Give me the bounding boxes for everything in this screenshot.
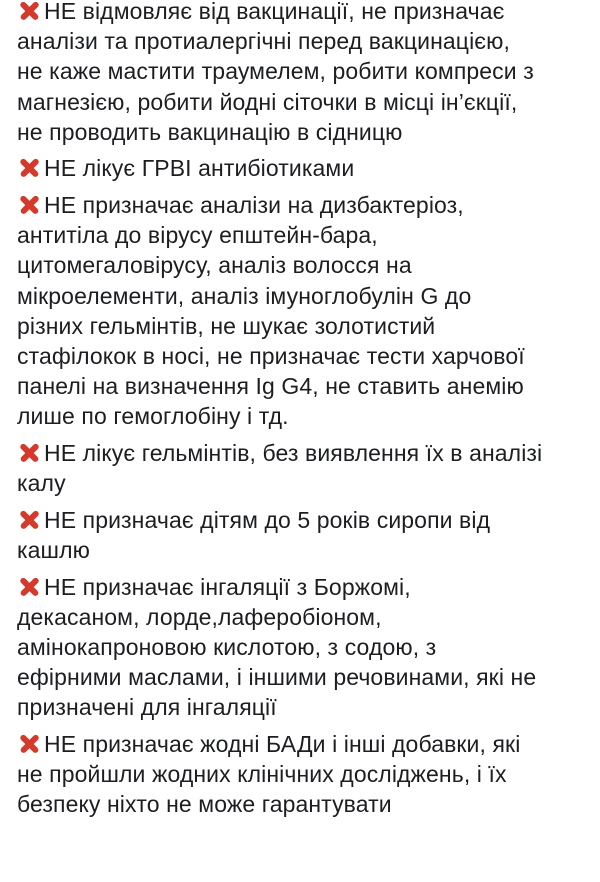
item-line: НЕ призначає дітям до 5 років сиропи від (44, 506, 491, 533)
item-line: не каже мастити траумелем, робити компреси з (17, 58, 534, 85)
cross-mark-icon (17, 575, 42, 598)
cross-mark-icon (17, 732, 42, 755)
item-line: ефірними маслами, і іншими речовинами, які не (17, 664, 537, 691)
cross-mark-icon (17, 441, 42, 464)
item-line: НЕ лікує ГРВІ антибіотиками (44, 155, 355, 182)
list-item (17, 190, 591, 432)
item-line: кашлю (17, 537, 90, 564)
list-item (17, 505, 591, 565)
item-line: НЕ лікує гельмінтів, без виявлення їх в аналізі (44, 440, 543, 467)
item-line: калу (17, 470, 66, 497)
item-line: НЕ призначає жодні БАДи і інші добавки, які (44, 731, 521, 758)
item-line: декасаном, лорде,лаферобіоном, (17, 603, 382, 630)
item-line: стафілокок в носі, не призначає тести харчової (17, 343, 525, 370)
cross-mark-icon (17, 156, 42, 179)
post-body (17, 0, 591, 826)
item-line: не пройшли жодних клінічних досліджень, і їх (17, 761, 507, 788)
item-line: НЕ відмовляє від вакцинації, не призначає (44, 0, 505, 24)
item-line: амінокапроновою кислотою, з содою, з (17, 634, 437, 661)
item-line: аналізи та протиалергічні перед вакцинацією, (17, 28, 510, 55)
list-item (17, 438, 591, 498)
list-item (17, 0, 591, 147)
item-line: магнезією, робити йодні сіточки в місці ін’єкції, (17, 88, 518, 115)
item-line: панелі на визначення Ig G4, не ставить анемію (17, 373, 524, 400)
list-item (17, 153, 591, 183)
item-line: лише по гемоглобіну і тд. (17, 403, 289, 430)
item-line: НЕ призначає інгаляції з Боржомі, (44, 573, 411, 600)
cross-mark-icon (17, 193, 42, 216)
item-line: антитіла до вірусу епштейн-бара, (17, 222, 378, 249)
item-line: не проводить вакцинацію в сідницю (17, 118, 403, 145)
item-line: призначені для інгаляції (17, 694, 277, 721)
list-item (17, 729, 591, 820)
item-line: безпеку ніхто не може гарантувати (17, 791, 392, 818)
item-line: цитомегаловірусу, аналіз волосся на (17, 252, 412, 279)
item-line: НЕ призначає аналізи на дизбактеріоз, (44, 192, 464, 218)
item-line: мікроелементи, аналіз імуноглобулін G до (17, 282, 472, 309)
cross-mark-icon (17, 0, 42, 22)
cross-mark-icon (17, 508, 42, 531)
list-item (17, 572, 591, 723)
item-line: різних гельмінтів, не шукає золотистий (17, 312, 436, 339)
